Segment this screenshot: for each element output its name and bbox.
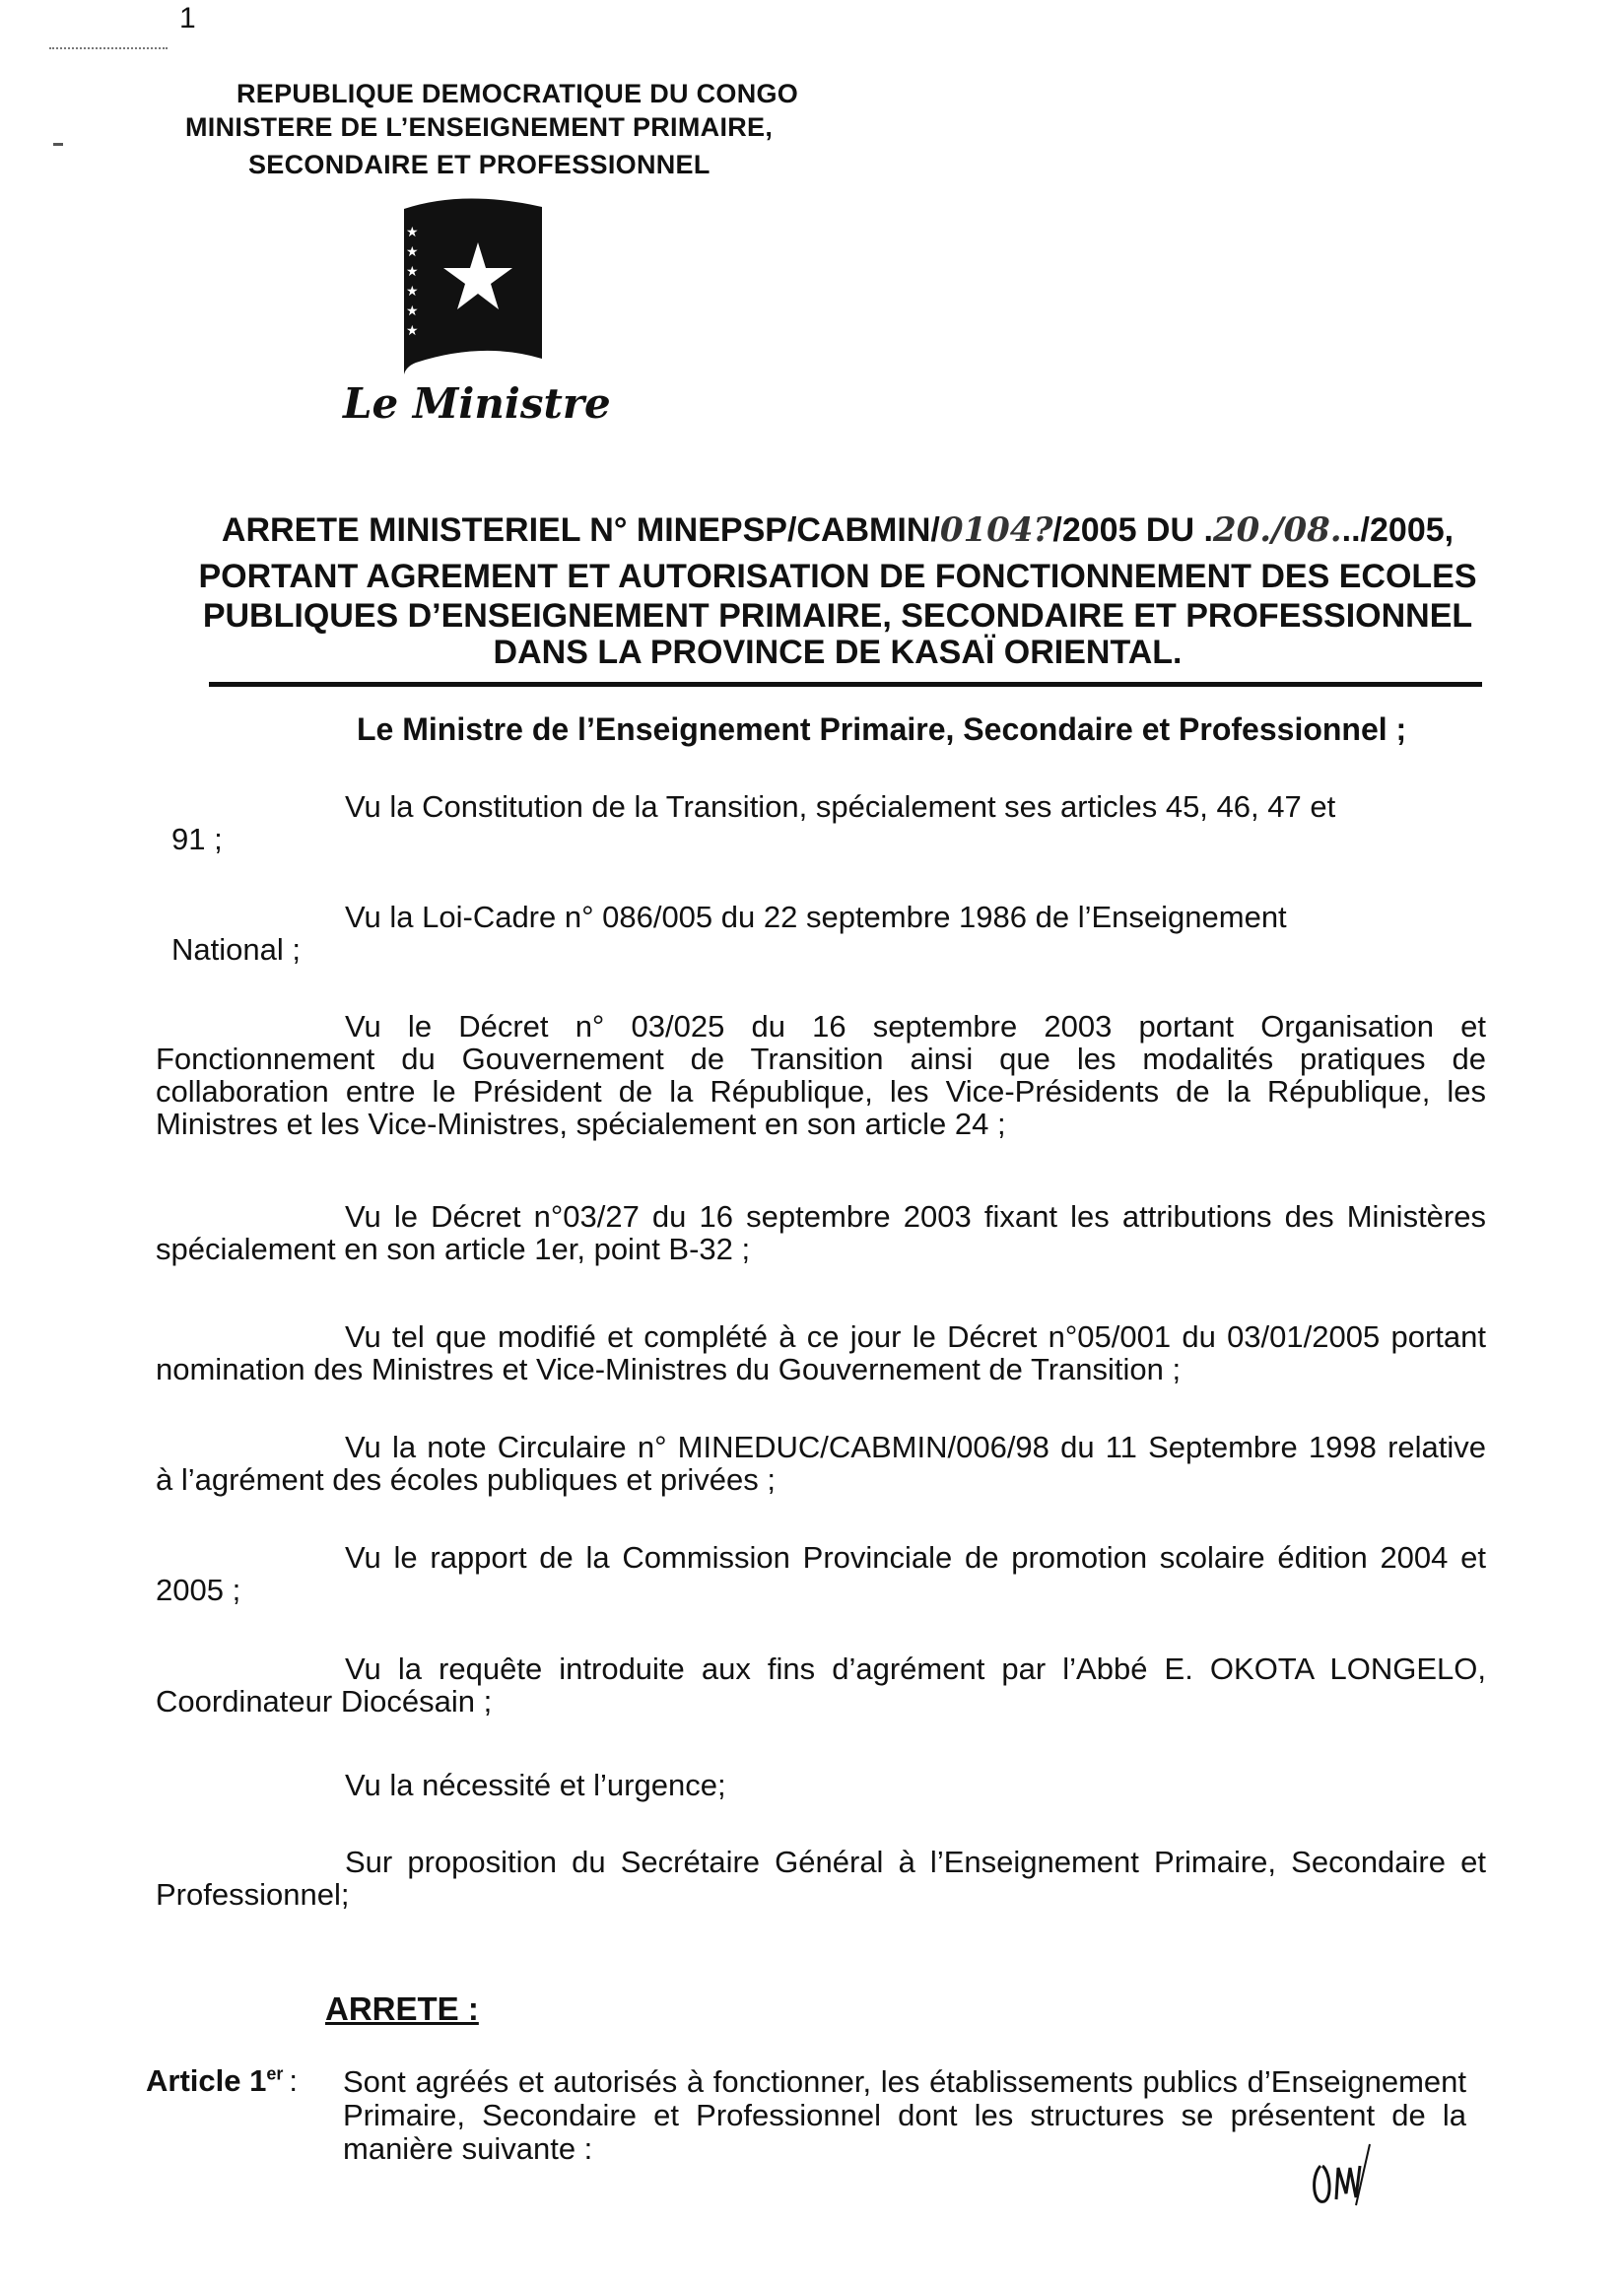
- consideration-8: Vu la requête introduite aux fins d’agrément par l’Abbé E. OKOTA LONGELO, Coordinateur Diocésain ;: [156, 1652, 1486, 1719]
- title-rule: [209, 682, 1482, 687]
- article-1-label: Article 1er :: [146, 2063, 298, 2098]
- decree-number-prefix: ARRETE MINISTERIEL N° MINEPSP/CABMIN/: [221, 511, 940, 549]
- consideration-10: Sur proposition du Secrétaire Général à l’Enseignement Primaire, Secondaire et Professionnel;: [156, 1845, 1486, 1912]
- decree-title-line-4: DANS LA PROVINCE DE KASAÏ ORIENTAL.: [493, 634, 1183, 671]
- header-republic: REPUBLIQUE DEMOCRATIQUE DU CONGO: [237, 79, 799, 108]
- consideration-4: Vu le Décret n°03/27 du 16 septembre 2003 fixant les attributions des Ministères spécialement en son article 1er, point B-32 ;: [156, 1199, 1486, 1266]
- decree-title-line-3: PUBLIQUES D’ENSEIGNEMENT PRIMAIRE, SECONDAIRE ET PROFESSIONNEL: [202, 597, 1473, 635]
- consideration-3: Vu le Décret n° 03/025 du 16 septembre 2003 portant Organisation et Fonctionnement du Gouvernement de Transition ainsi que les modalités pratiques de collaboration entre le Président de la République, les Vice-Présidents de la République, les Ministres et les Vice-Ministres, spécialement en son article 24 ;: [156, 1009, 1486, 1141]
- handwritten-initials: [1301, 2136, 1389, 2225]
- decree-title-line-2: PORTANT AGREMENT ET AUTORISATION DE FONCTIONNEMENT DES ECOLES: [198, 558, 1477, 595]
- decree-date-suffix: ../2005,: [1341, 511, 1455, 549]
- consideration-2: Vu la Loi-Cadre n° 086/005 du 22 septembre 1986 de l’Enseignement National ;: [171, 900, 1287, 967]
- svg-text:★: ★: [406, 264, 419, 280]
- header-ministry: MINISTERE DE L’ENSEIGNEMENT PRIMAIRE,: [185, 112, 774, 142]
- minister-signature-heading: Le Ministre: [343, 379, 611, 428]
- decree-number-line: [197, 512, 1478, 548]
- svg-text:★: ★: [406, 225, 419, 240]
- handwritten-decree-number: 0104?: [939, 510, 1053, 550]
- page-mark: 1: [179, 2, 196, 34]
- svg-text:★: ★: [406, 284, 419, 300]
- consideration-6: Vu la note Circulaire n° MINEDUC/CABMIN/006/98 du 11 Septembre 1998 relative à l’agrément des écoles publiques et privées ;: [156, 1430, 1486, 1497]
- arrete-heading: ARRETE :: [325, 1990, 479, 2027]
- scan-specks: [49, 47, 168, 55]
- svg-text:★: ★: [406, 323, 419, 339]
- svg-text:★: ★: [406, 303, 419, 319]
- consideration-7: Vu le rapport de la Commission Provinciale de promotion scolaire édition 2004 et 2005 ;: [156, 1540, 1486, 1607]
- scan-speck: [53, 143, 63, 146]
- handwritten-date: 20./08.: [1212, 510, 1342, 550]
- drc-flag-emblem: [394, 193, 552, 380]
- consideration-5: Vu tel que modifié et complété à ce jour le Décret n°05/001 du 03/01/2005 portant nomination des Ministres et Vice-Ministres du Gouvernement de Transition ;: [156, 1319, 1486, 1386]
- article-1-text: Sont agréés et autorisés à fonctionner, les établissements publics d’Enseignement Primaire, Secondaire et Professionnel dont les structures se présentent de la manière suivante :: [343, 2064, 1466, 2166]
- decree-number-suffix: /2005 DU .: [1052, 511, 1213, 549]
- consideration-1: Vu la Constitution de la Transition, spécialement ses articles 45, 46, 47 et 91 ;: [171, 789, 1336, 856]
- intro-line: Le Ministre de l’Enseignement Primaire, Secondaire et Professionnel ;: [357, 711, 1407, 747]
- header-ministry-sub: SECONDAIRE ET PROFESSIONNEL: [248, 150, 710, 179]
- consideration-9: Vu la nécessité et l’urgence;: [345, 1768, 726, 1802]
- svg-text:★: ★: [406, 244, 419, 260]
